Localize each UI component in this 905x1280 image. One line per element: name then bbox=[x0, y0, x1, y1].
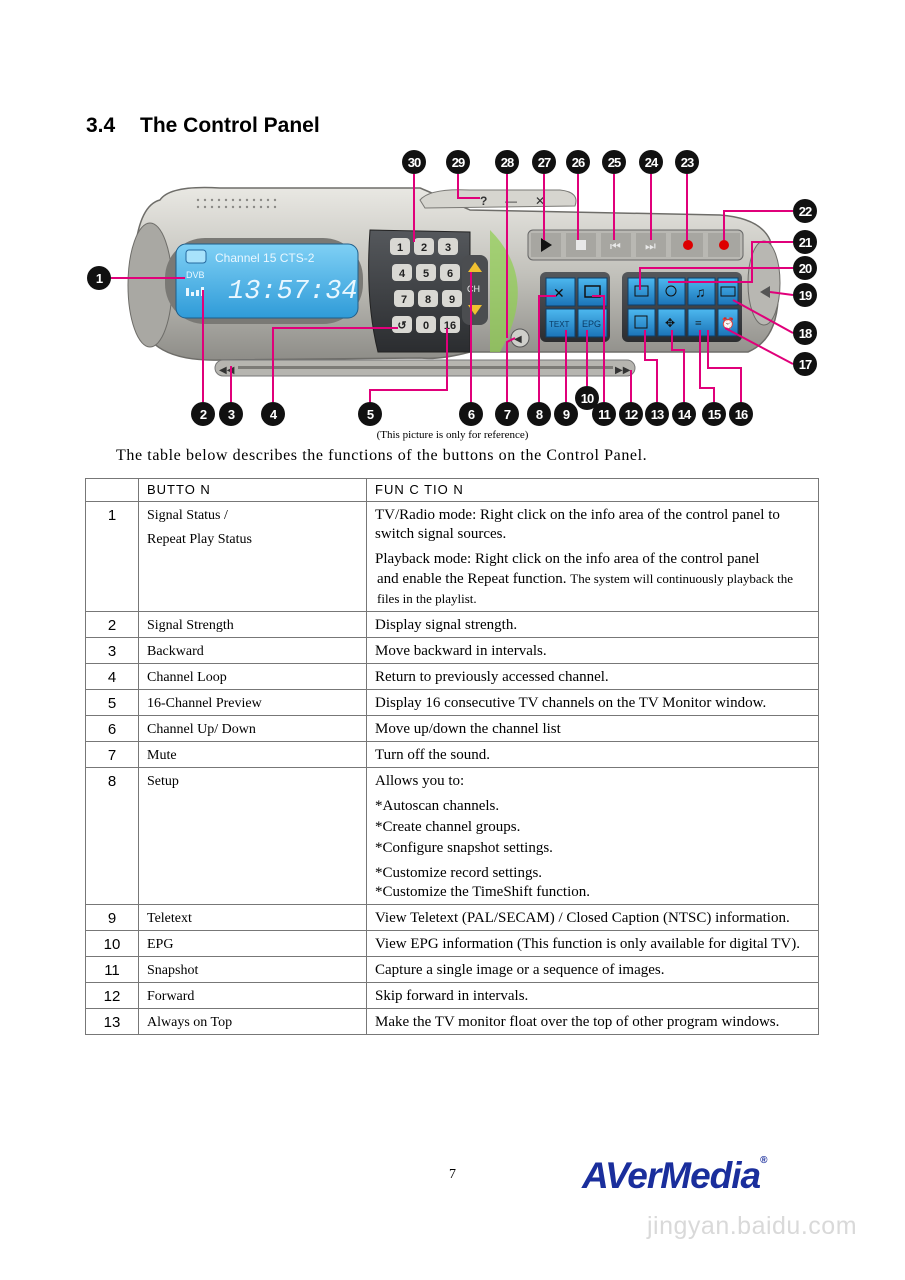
row-number: 13 bbox=[86, 1009, 139, 1035]
row-number: 3 bbox=[86, 638, 139, 664]
channel-loop-button[interactable]: ↺ bbox=[397, 320, 407, 332]
key-6[interactable]: 6 bbox=[446, 268, 454, 280]
row-button bbox=[139, 716, 367, 742]
button-name-line: EPG bbox=[147, 937, 174, 952]
snapshot-button[interactable] bbox=[578, 278, 607, 306]
button-name-line: Snapshot bbox=[147, 963, 199, 978]
row-button bbox=[139, 690, 367, 716]
key-7[interactable]: 7 bbox=[400, 294, 408, 306]
callout-3: 3 bbox=[219, 402, 243, 426]
backward-icon[interactable]: ◀◀ bbox=[219, 365, 235, 376]
callout-30: 30 bbox=[402, 150, 426, 174]
table-row bbox=[86, 768, 819, 905]
button-name-line: Always on Top bbox=[147, 1015, 233, 1030]
logo-text: AVerMedia bbox=[582, 1155, 761, 1196]
key-3[interactable]: 3 bbox=[444, 242, 452, 254]
button-name-line: Mute bbox=[147, 748, 177, 763]
row-button bbox=[139, 957, 367, 983]
setup-icon: ✕ bbox=[553, 287, 565, 302]
description-line: Move up/down the channel list bbox=[375, 721, 561, 737]
row-description bbox=[367, 957, 819, 983]
table-row bbox=[86, 742, 819, 768]
row-number: 5 bbox=[86, 690, 139, 716]
description-line: *Customize the TimeShift function. bbox=[375, 884, 591, 900]
row-number: 10 bbox=[86, 931, 139, 957]
channel-up-down[interactable] bbox=[462, 255, 488, 325]
clock-icon: ⏰ bbox=[721, 318, 735, 330]
header-blank bbox=[86, 479, 139, 502]
description-line: Skip forward in intervals. bbox=[375, 988, 529, 1004]
forward-icon[interactable]: ▶▶ bbox=[615, 365, 631, 376]
header-button: BUTTO N bbox=[139, 479, 367, 502]
description-line: and enable the Repeat function. bbox=[377, 571, 567, 587]
row-number: 12 bbox=[86, 983, 139, 1009]
callout-20: 20 bbox=[793, 256, 817, 280]
description-line: Allows you to: bbox=[375, 773, 465, 789]
avermedia-logo bbox=[582, 1155, 767, 1197]
callout-8: 8 bbox=[527, 402, 551, 426]
button-name-line: Forward bbox=[147, 989, 195, 1004]
row-number: 7 bbox=[86, 742, 139, 768]
button-name-line: Teletext bbox=[147, 911, 192, 926]
row-description bbox=[367, 1009, 819, 1035]
row-description bbox=[367, 716, 819, 742]
row-button bbox=[139, 664, 367, 690]
table-row bbox=[86, 690, 819, 716]
row-description bbox=[367, 612, 819, 638]
button-name-line: Signal Status / bbox=[147, 508, 228, 523]
row-description bbox=[367, 502, 819, 612]
description-line: Move backward in intervals. bbox=[375, 643, 547, 659]
table-row bbox=[86, 716, 819, 742]
callout-23: 23 bbox=[675, 150, 699, 174]
button-name-line: Setup bbox=[147, 774, 179, 789]
callout-16: 16 bbox=[729, 402, 753, 426]
callout-19: 19 bbox=[793, 283, 817, 307]
seek-bar[interactable] bbox=[215, 360, 635, 376]
callout-4: 4 bbox=[261, 402, 285, 426]
callout-18: 18 bbox=[793, 321, 817, 345]
control-panel-figure bbox=[0, 0, 905, 445]
description-line: View EPG information (This function is only available for digital TV). bbox=[375, 936, 800, 952]
callout-10: 10 bbox=[575, 386, 599, 410]
button-name-line: Backward bbox=[147, 644, 204, 659]
description-line: Display signal strength. bbox=[375, 617, 518, 633]
row-button bbox=[139, 983, 367, 1009]
callout-13: 13 bbox=[645, 402, 669, 426]
key-1[interactable]: 1 bbox=[396, 242, 404, 254]
callout-15: 15 bbox=[702, 402, 726, 426]
row-number: 2 bbox=[86, 612, 139, 638]
callout-1: 1 bbox=[87, 266, 111, 290]
row-button bbox=[139, 1009, 367, 1035]
table-row bbox=[86, 905, 819, 931]
description-line: Make the TV monitor float over the top of other program windows. bbox=[375, 1014, 780, 1030]
button-name-line: Channel Loop bbox=[147, 670, 227, 685]
table-row bbox=[86, 638, 819, 664]
table-row bbox=[86, 502, 819, 612]
callout-11: 11 bbox=[592, 402, 616, 426]
tv-mode-button[interactable] bbox=[628, 278, 655, 305]
logo-registered-mark: ® bbox=[760, 1155, 767, 1166]
ch-label: CH bbox=[467, 284, 480, 294]
row-number: 8 bbox=[86, 768, 139, 905]
intro-text: The table below describes the functions of the buttons on the Control Panel. bbox=[116, 447, 648, 464]
row-description bbox=[367, 690, 819, 716]
close-button[interactable]: ✕ bbox=[535, 194, 546, 208]
callout-6: 6 bbox=[459, 402, 483, 426]
table-row bbox=[86, 664, 819, 690]
table-header-row bbox=[86, 479, 819, 502]
callout-5: 5 bbox=[358, 402, 382, 426]
clock-display: 13:57:34 bbox=[228, 277, 358, 307]
callout-9: 9 bbox=[554, 402, 578, 426]
description-line: The system will continuously playback the files in the playlist. bbox=[377, 571, 794, 606]
callout-29: 29 bbox=[446, 150, 470, 174]
callout-24: 24 bbox=[639, 150, 663, 174]
header-function: FUN C TIO N bbox=[367, 479, 819, 502]
speaker-icon: ◀ bbox=[514, 334, 522, 345]
svg-text:⏮: ⏮ bbox=[610, 239, 621, 253]
transport-bar bbox=[528, 230, 743, 260]
description-line: Return to previously accessed channel. bbox=[375, 669, 609, 685]
row-number: 4 bbox=[86, 664, 139, 690]
row-description bbox=[367, 768, 819, 905]
row-button bbox=[139, 502, 367, 612]
description-line: *Create channel groups. bbox=[375, 819, 521, 835]
watermark: jingyan.baidu.com bbox=[647, 1212, 858, 1240]
key-4[interactable]: 4 bbox=[398, 268, 406, 280]
button-function-table bbox=[85, 478, 819, 1035]
minimize-button[interactable]: — bbox=[505, 194, 517, 208]
row-button bbox=[139, 742, 367, 768]
callout-14: 14 bbox=[672, 402, 696, 426]
row-button bbox=[139, 612, 367, 638]
table-row bbox=[86, 983, 819, 1009]
description-line: Capture a single image or a sequence of images. bbox=[375, 962, 665, 978]
figure-caption: (This picture is only for reference) bbox=[376, 429, 529, 441]
section-title: The Control Panel bbox=[140, 114, 320, 137]
section-number: 3.4 bbox=[86, 114, 116, 137]
callout-17: 17 bbox=[793, 352, 817, 376]
callout-21: 21 bbox=[793, 230, 817, 254]
key-8[interactable]: 8 bbox=[424, 294, 432, 306]
svg-text:⏭: ⏭ bbox=[645, 239, 656, 253]
callout-27: 27 bbox=[532, 150, 556, 174]
description-line: *Autoscan channels. bbox=[375, 798, 500, 814]
description-line: *Configure snapshot settings. bbox=[375, 840, 553, 856]
button-name-line: Repeat Play Status bbox=[147, 532, 252, 547]
row-description bbox=[367, 638, 819, 664]
channel-name: Channel 15 CTS-2 bbox=[215, 251, 315, 265]
music-icon: ♫ bbox=[695, 286, 706, 301]
row-number: 1 bbox=[86, 502, 139, 612]
row-number: 9 bbox=[86, 905, 139, 931]
description-line: *Customize record settings. bbox=[375, 865, 543, 881]
preview-16-button[interactable]: 16 bbox=[443, 320, 457, 332]
row-description bbox=[367, 664, 819, 690]
row-button bbox=[139, 931, 367, 957]
callout-26: 26 bbox=[566, 150, 590, 174]
key-5[interactable]: 5 bbox=[422, 268, 430, 280]
teletext-label: TEXT bbox=[549, 320, 570, 329]
callout-12: 12 bbox=[619, 402, 643, 426]
function-group-left bbox=[540, 272, 610, 342]
always-on-top-button[interactable] bbox=[628, 309, 655, 336]
button-name-line: Channel Up/ Down bbox=[147, 722, 256, 737]
row-button bbox=[139, 768, 367, 905]
page-number: 7 bbox=[449, 1167, 456, 1182]
row-description bbox=[367, 983, 819, 1009]
epg-label: EPG bbox=[582, 319, 602, 329]
aspect-icon: ✥ bbox=[665, 316, 676, 330]
callout-22: 22 bbox=[793, 199, 817, 223]
window-buttons bbox=[420, 190, 576, 208]
description-line: TV/Radio mode: Right click on the info area of the control panel to switch signal sources. bbox=[375, 507, 780, 542]
dvb-indicator: DVB bbox=[186, 270, 205, 280]
callout-25: 25 bbox=[602, 150, 626, 174]
row-button bbox=[139, 638, 367, 664]
row-number: 11 bbox=[86, 957, 139, 983]
key-2[interactable]: 2 bbox=[420, 242, 428, 254]
key-9[interactable]: 9 bbox=[448, 294, 456, 306]
description-line: View Teletext (PAL/SECAM) / Closed Caption (NTSC) information. bbox=[375, 910, 790, 926]
help-button[interactable]: ? bbox=[480, 194, 488, 208]
description-line: Display 16 consecutive TV channels on the TV Monitor window. bbox=[375, 695, 767, 711]
callout-28: 28 bbox=[495, 150, 519, 174]
row-description bbox=[367, 931, 819, 957]
row-button bbox=[139, 905, 367, 931]
callout-7: 7 bbox=[495, 402, 519, 426]
description-line: Turn off the sound. bbox=[375, 747, 491, 763]
lcd-display[interactable] bbox=[165, 238, 363, 324]
list-icon: ≡ bbox=[695, 316, 702, 330]
row-description bbox=[367, 905, 819, 931]
button-name-line: 16-Channel Preview bbox=[147, 696, 262, 711]
row-description bbox=[367, 742, 819, 768]
table-row bbox=[86, 957, 819, 983]
button-name-line: Signal Strength bbox=[147, 618, 234, 633]
row-number: 6 bbox=[86, 716, 139, 742]
table-row bbox=[86, 1009, 819, 1035]
callout-2: 2 bbox=[191, 402, 215, 426]
table-row bbox=[86, 612, 819, 638]
description-line: Playback mode: Right click on the info area of the control panel bbox=[375, 551, 760, 567]
table-row bbox=[86, 931, 819, 957]
key-0[interactable]: 0 bbox=[422, 320, 430, 332]
